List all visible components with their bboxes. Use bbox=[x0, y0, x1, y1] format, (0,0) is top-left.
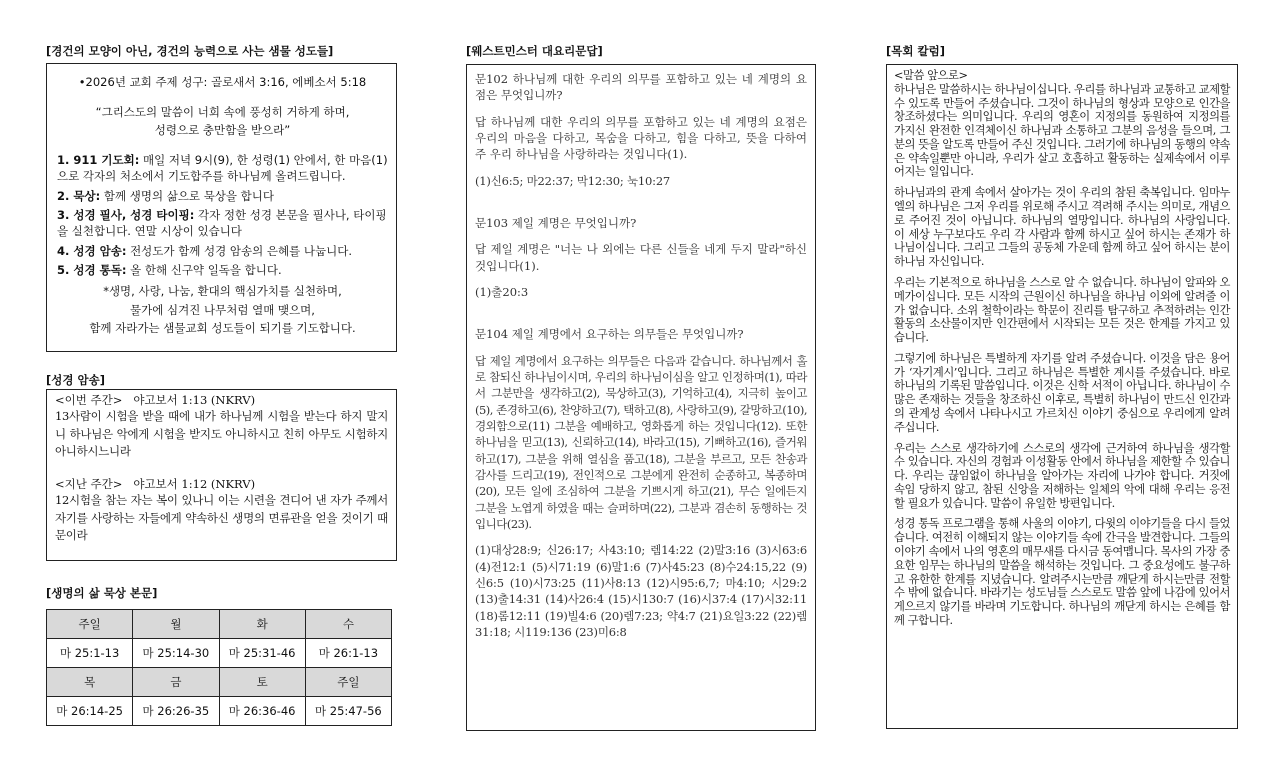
practice-item bbox=[57, 243, 388, 259]
prayer-line-3: 함께 자라가는 샘물교회 성도들이 되기를 기도합니다. bbox=[89, 321, 356, 336]
this-week-verse: 13사람이 시험을 받을 때에 내가 하나님께 시험을 받는다 하지 말지니 하나님은 악에게 시험을 받지도 아니하시고 친히 아무도 시험하지 아니하시느니라 bbox=[55, 409, 388, 458]
section-title-reading: [생명의 삶 묵상 본문] bbox=[46, 586, 158, 600]
column-paragraph: 그렇기에 하나님은 특별하게 자기를 알려 주셨습니다. 이것을 담은 용어가 ‘자기계시’입니다. 그리고 하나님은 특별한 계시를 주셨습니다. 바로 하나님의 기록된 말씀입니다. 이것은 신학 서적이 아닙니다. 하나님이 수 많은 존재하는 것들을 창조하신 이후로, 특별히 하나님이 만드신 인간과의 관계성 속에서 나타나시고 가르치신 이야기 중심으로 우리에게 알려 주십니다. bbox=[894, 351, 1230, 434]
theme-quote-line-2: 성령으로 충만함을 받으라” bbox=[154, 123, 291, 138]
last-week-label: <지난 주간> bbox=[55, 477, 123, 492]
memory-verse-box bbox=[46, 389, 397, 561]
refs-103: (1)출20:3 bbox=[475, 284, 529, 299]
passage-cell: 마 26:36-46 bbox=[219, 697, 305, 726]
practice-label: 2. 묵상: bbox=[57, 188, 101, 203]
this-week-header bbox=[55, 392, 388, 408]
section-title-column: [목회 칼럼] bbox=[886, 44, 945, 58]
practice-item bbox=[57, 262, 388, 278]
day-cell: 금 bbox=[133, 668, 219, 697]
practice-text: 매일 저녁 9시(9), 한 성령(1) 안에서, 한 마음(1) 으로 각자의 처소에서 기도합주를 하나님께 올려드립니다. bbox=[57, 152, 388, 184]
table-row bbox=[47, 610, 392, 639]
day-cell: 화 bbox=[219, 610, 305, 639]
answer-104: 답 제일 계명에서 요구하는 의무들은 다음과 같습니다. 하나님께서 홀로 참되신 하나님이시며, 우리의 하나님이심을 알고 인정하며(1), 따라서 그분만을 생각하고(2), 묵상하고(3), 기억하고(4), 지극히 높이고(5), 존경하고(6), 찬양하고(7), 택하고(8), 사랑하고(9), 갈망하고(10), 경외함으로(11) 그분을 예배하고, 영화롭게 하는 것입니다(12). 또한 하나님을 믿고(13), 신뢰하고(14), 바라고(15), 기뻐하고(16), 즐거워하고(17), 그분을 위해 열심을 품고(18), 그분을 부르고, 모든 찬송과 감사를 드리고(19), 전인적으로 그분에게 완전히 순종하고, 복종하며(20), 모든 일에 조심하여 그분을 기쁘시게 하고(21), 무슨 일에든지 그분을 노엽게 하였을 때는 슬퍼하며(22), 그분과 겸손히 동행하는 것입니다(23). bbox=[475, 353, 807, 531]
practice-text: 전성도가 함께 성경 암송의 은혜를 나눕니다. bbox=[126, 243, 352, 258]
day-cell: 주일 bbox=[305, 668, 391, 697]
practice-text: 함께 생명의 삶으로 묵상을 합니다 bbox=[100, 188, 275, 203]
day-cell: 목 bbox=[47, 668, 133, 697]
practice-item bbox=[57, 207, 388, 240]
answer-103: 답 제일 계명은 "너는 나 외에는 다른 신들을 네게 두지 말라"하신 것입니다(1). bbox=[475, 242, 807, 273]
catechism-box bbox=[466, 64, 816, 731]
practice-label: 4. 성경 암송: bbox=[57, 243, 127, 258]
day-cell: 주일 bbox=[47, 610, 133, 639]
column-paragraph: 성경 통독 프로그램을 통해 사울의 이야기, 다윗의 이야기들을 다시 들었습니다. 여전히 이해되지 않는 이야기들 속에 간극을 발견합니다. 그들의 이야기 속에서 나의 영혼의 매무새를 다시금 동여맵니다. 목사의 가장 중요한 임무는 하나님의 말씀을 해석하는 것입니다. 그 중요성에도 불구하고 유한한 한계를 지녔습니다. 알려주시는만큼 깨닫게 하시는만큼 전할 수 밖에 없습니다. 바라기는 성도님들 스스로도 말씀 앞에 나감에 있어서 게으르지 않기를 바라며 기도합니다. 하나님의 깨닫게 하시는 은혜를 함께 구합니다. bbox=[894, 517, 1230, 627]
refs-102: (1)신6:5; 마22:37; 막12:30; 눅10:27 bbox=[475, 173, 671, 188]
table-row bbox=[47, 668, 392, 697]
last-week-verse: 12시험을 참는 자는 복이 있나니 이는 시련을 견디어 낸 자가 주께서 자기를 사랑하는 자들에게 약속하신 생명의 면류관을 얻을 것이기 때문이라 bbox=[55, 493, 388, 542]
passage-cell: 마 25:31-46 bbox=[219, 639, 305, 668]
theme-quote-line-1: “그리스도의 말씀이 너희 속에 풍성히 거하게 하며, bbox=[95, 105, 350, 120]
practice-list bbox=[57, 152, 388, 278]
passage-cell: 마 26:26-35 bbox=[133, 697, 219, 726]
passage-cell: 마 25:1-13 bbox=[47, 639, 133, 668]
column-paragraph: 하나님과의 관계 속에서 살아가는 것이 우리의 참된 축복입니다. 임마누엘의 하나님은 그저 우리를 위로해 주시고 격려해 주시는 의미로, 개념으로 주어진 것이 아닙니다. 하나님의 열망입니다. 하나님의 사랑입니다. 이 세상 누구보다도 우리 각 사람과 함께 하시고 싶어 하시는 존재가 하나님이십니다. 그리고 그들의 공동체 가운데 함께 하고 싶어 하시는 분이 하나님 자신입니다. bbox=[894, 186, 1230, 269]
church-theme-box bbox=[46, 63, 397, 352]
theme-quote bbox=[57, 104, 388, 140]
practice-label: 3. 성경 필사, 성경 타이핑: bbox=[57, 207, 195, 222]
reading-schedule-table bbox=[46, 609, 392, 726]
theme-verse-line: •2026년 교회 주제 성구: 골로새서 3:16, 에베소서 5:18 bbox=[78, 75, 367, 89]
last-week-header bbox=[55, 476, 388, 492]
this-week-label: <이번 주간> bbox=[55, 393, 123, 407]
passage-cell: 마 25:47-56 bbox=[305, 697, 391, 726]
practice-label: 5. 성경 통독: bbox=[57, 262, 127, 277]
pastor-column-box bbox=[886, 64, 1238, 729]
passage-cell: 마 26:1-13 bbox=[305, 639, 391, 668]
table-row bbox=[47, 697, 392, 726]
section-title-saints: [경건의 모양이 아닌, 경건의 능력으로 사는 샘물 성도들] bbox=[46, 44, 334, 58]
refs-104: (1)대상28:9; 신26:17; 사43:10; 렘14:22 (2)말3:16 (3)시63:6 (4)전12:1 (5)시71:19 (6)말1:6 (7)사45:23 (8)수24:15,22 (9)신6:5 (10)시73:25 (11)사8:13 (12)시95:6,7; 마4:10; 시29:2 (13)출14:31 (14)사26:4 (15)시130:7 (16)시37:4 (17)시32:11 (18)롬12:11 (19)빌4:6 (20)렘7:23; 약4:7 (21)요일3:22 (22)렘31:18; 시119:136 (23)미6:8 bbox=[475, 543, 807, 639]
day-cell: 월 bbox=[133, 610, 219, 639]
prayer-line-2: 물가에 심겨진 나무처럼 열매 맺으며, bbox=[130, 302, 315, 317]
practice-label: 1. 911 기도회: bbox=[57, 152, 140, 167]
day-cell: 수 bbox=[305, 610, 391, 639]
practice-text: 올 한해 신구약 일독을 합니다. bbox=[126, 262, 282, 277]
practice-item bbox=[57, 188, 388, 204]
practice-item bbox=[57, 152, 388, 185]
question-104: 문104 제일 계명에서 요구하는 의무들은 무엇입니까? bbox=[475, 327, 744, 342]
question-103: 문103 제일 계명은 무엇입니까? bbox=[475, 215, 637, 230]
section-title-catechism: [웨스트민스터 대요리문답] bbox=[466, 44, 603, 58]
answer-102: 답 하나님께 대한 우리의 의무를 포함하고 있는 네 계명의 요점은 우리의 마음을 다하고, 목숨을 다하고, 힘을 다하고, 뜻을 다하여 주 우리 하나님을 사랑하라는 것입니다(1). bbox=[475, 114, 807, 162]
prayer-line-1: *생명, 사랑, 나눔, 환대의 핵심가치를 실천하며, bbox=[103, 284, 342, 299]
passage-cell: 마 25:14-30 bbox=[133, 639, 219, 668]
last-week-ref: 야고보서 1:12 (NKRV) bbox=[133, 477, 256, 492]
day-cell: 토 bbox=[219, 668, 305, 697]
this-week-ref: 야고보서 1:13 (NKRV) bbox=[133, 393, 256, 407]
practice-text: 각자 정한 성경 본문을 필사나, 타이핑을 실천합니다. 연말 시상이 있습니다 bbox=[57, 207, 387, 239]
column-paragraph: 우리는 스스로 생각하기에 스스로의 생각에 근거하여 하나님을 생각할 수 있습니다. 자신의 경험과 이성활동 안에서 하나님을 제한할 수 있습니다. 우리는 끊임없이 하나님을 알아가는 자리에 나가야 합니다. 거짓에 속임 당하지 않고, 참된 신앙을 저해하는 일체의 악에 대해 우리는 응전할 필요가 있습니다. 말씀이 유일한 방편입니다. bbox=[894, 441, 1230, 510]
column-paragraph: 하나님은 말씀하시는 하나님이십니다. 우리를 하나님과 교통하고 교제할 수 있도록 만들어 주셨습니다. 그것이 하나님의 형상과 모양으로 인간을 창조하셨다는 의미입니다. 우리의 영혼이 지정의를 동원하여 지정의를 가지신 완전한 인격체이신 하나님과 소통하고 그분의 음성을 들으며, 그분의 뜻을 알도록 만들어 주신 것입니다. 그러기에 하나님의 동행의 약속은 약속일뿐만 아니라, 우리가 살고 호흡하고 활동하는 실제속에서 이루어지는 일입니다. bbox=[894, 82, 1230, 179]
section-title-memory: [성경 암송] bbox=[46, 373, 105, 387]
table-row bbox=[47, 639, 392, 668]
passage-cell: 마 26:14-25 bbox=[47, 697, 133, 726]
column-paragraph: 우리는 기본적으로 하나님을 스스로 알 수 없습니다. 하나님이 알파와 오메가이십니다. 모든 시작의 근원이신 하나님을 하나님 이외에 알려줄 이가 없습니다. 소위 철학이라는 학문이 진리를 탐구하고 추적하려는 인간 활동의 소산물이지만 인간편에서 시작되는 모든 것은 한계를 가지고 있습니다. bbox=[894, 275, 1230, 345]
question-102: 문102 하나님께 대한 우리의 의무를 포함하고 있는 네 계명의 요점은 무엇입니까? bbox=[475, 72, 807, 103]
prayer-block bbox=[57, 282, 388, 337]
column-heading: <말씀 앞으로> bbox=[894, 69, 968, 82]
